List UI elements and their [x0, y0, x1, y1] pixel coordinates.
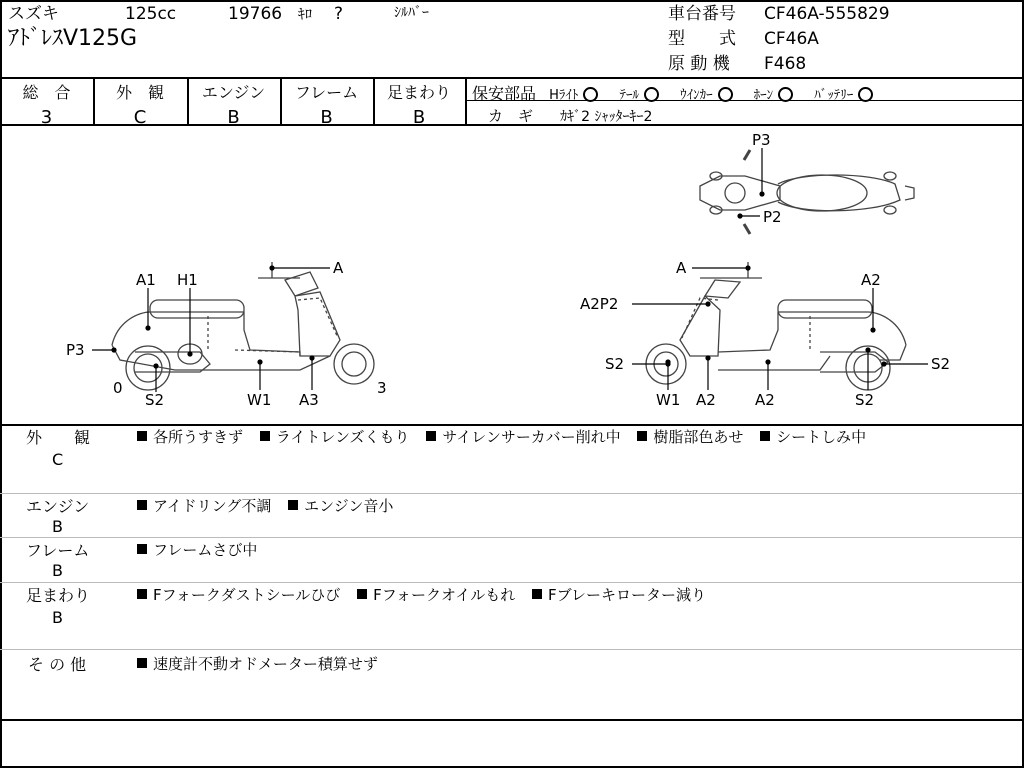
- grade-suspension-value: B: [412, 107, 426, 128]
- mileage-unit: ｷﾛ: [298, 7, 312, 23]
- right-label-s2-right: S2: [931, 355, 951, 373]
- maker: スズキ: [8, 4, 59, 24]
- grade-suspension-label: 足まわり: [386, 83, 451, 102]
- color: ｼﾙﾊﾞｰ: [394, 5, 429, 21]
- key-value: ｶｷﾞ2 ｼｬｯﾀｰｷｰ2: [560, 109, 653, 125]
- note-category: 外 観: [26, 428, 91, 447]
- scooter-top-drawing: [700, 150, 914, 234]
- safety-item: [814, 88, 873, 103]
- scooter-diagram: [0, 126, 1022, 424]
- grade-overall: [0, 80, 93, 128]
- ok-circle-icon: [778, 87, 793, 102]
- divider: [0, 649, 1022, 650]
- right-label-a2p2: A2P2: [580, 295, 619, 313]
- divider: [0, 582, 1022, 583]
- divider: [0, 77, 1024, 79]
- model-name: ｱﾄﾞﾚｽV125G: [8, 26, 138, 51]
- note-items: [137, 430, 878, 445]
- bullet-square-icon: [637, 431, 647, 441]
- note-item: シートしみ中: [760, 428, 866, 446]
- note-category: エンジン: [26, 497, 90, 516]
- bullet-square-icon: [137, 431, 147, 441]
- ok-circle-icon: [858, 87, 873, 102]
- divider: [0, 719, 1024, 721]
- left-label-zero: 0: [113, 379, 123, 397]
- note-category: 足まわり: [26, 586, 91, 605]
- type-label: 型 式: [668, 29, 736, 49]
- grade-overall-label: 総 合: [22, 83, 71, 102]
- grade-suspension: [373, 80, 465, 128]
- bullet-square-icon: [137, 658, 147, 668]
- safety-item-label: ﾃｰﾙ: [619, 88, 639, 103]
- safety-label: 保安部品: [472, 84, 537, 103]
- right-label-s2-bottom: S2: [855, 391, 875, 409]
- note-item: アイドリング不調: [137, 497, 271, 515]
- note-item: 速度計不動オドメーター積算せず: [137, 655, 378, 673]
- safety-item-label: Hﾗｲﾄ: [549, 88, 579, 103]
- note-grade: B: [52, 517, 63, 536]
- note-item: Fフォークダストシールひび: [137, 586, 340, 604]
- bullet-square-icon: [357, 589, 367, 599]
- note-items: [137, 588, 718, 603]
- top-label-p2: P2: [763, 208, 782, 226]
- grade-frame-value: B: [320, 107, 333, 128]
- divider: [0, 424, 1024, 426]
- engine-label: 原 動 機: [668, 54, 730, 74]
- left-label-three: 3: [377, 379, 387, 397]
- right-label-w1: W1: [656, 391, 681, 409]
- grade-engine: [187, 80, 280, 128]
- safety-item-label: ｳｲﾝｶｰ: [680, 88, 713, 103]
- grade-engine-label: エンジン: [201, 83, 266, 102]
- grade-frame-label: フレーム: [294, 83, 359, 102]
- safety-row: [472, 81, 873, 104]
- grade-frame: [280, 80, 373, 128]
- bullet-square-icon: [532, 589, 542, 599]
- grade-engine-value: B: [227, 107, 240, 128]
- note-item: 各所うすきず: [137, 428, 243, 446]
- note-grade: B: [52, 561, 63, 580]
- grade-overall-value: 3: [40, 107, 53, 128]
- bullet-square-icon: [288, 500, 298, 510]
- note-item: サイレンサーカバー削れ中: [426, 428, 620, 446]
- displacement: 125cc: [125, 4, 177, 24]
- engine-value: F468: [764, 54, 807, 74]
- bullet-square-icon: [137, 589, 147, 599]
- safety-item-label: ﾎｰﾝ: [753, 88, 774, 103]
- safety-item: [549, 88, 598, 103]
- note-items: [137, 657, 390, 672]
- ok-circle-icon: [718, 87, 733, 102]
- right-label-a2-top: A2: [861, 271, 881, 289]
- left-label-h1: H1: [177, 271, 198, 289]
- safety-item: [619, 88, 659, 103]
- right-label-a: A: [676, 259, 687, 277]
- note-grade: B: [52, 608, 63, 627]
- note-item: Fブレーキローター減り: [532, 586, 706, 604]
- grade-exterior-label: 外 観: [115, 83, 164, 102]
- left-label-a1: A1: [136, 271, 156, 289]
- bullet-square-icon: [137, 500, 147, 510]
- safety-item: [754, 88, 794, 103]
- ok-circle-icon: [644, 87, 659, 102]
- divider: [0, 537, 1022, 538]
- note-grade: C: [52, 450, 64, 469]
- grade-exterior: [93, 80, 187, 128]
- bullet-square-icon: [260, 431, 270, 441]
- frame-number-label: 車台番号: [668, 4, 736, 24]
- note-item: Fフォークオイルもれ: [357, 586, 515, 604]
- bullet-square-icon: [137, 544, 147, 554]
- divider: [0, 493, 1022, 494]
- key-row: [488, 105, 652, 126]
- divider: [465, 77, 467, 125]
- left-label-w1: W1: [247, 391, 272, 409]
- note-item: 樹脂部色あせ: [637, 428, 743, 446]
- bullet-square-icon: [760, 431, 770, 441]
- note-items: [137, 499, 405, 514]
- key-label: カ ギ: [488, 107, 534, 125]
- safety-item-label: ﾊﾞｯﾃﾘｰ: [814, 88, 854, 103]
- right-label-a2-bottom-1: A2: [696, 391, 716, 409]
- frame-number: CF46A-555829: [764, 4, 890, 24]
- note-category: そ の 他: [28, 655, 87, 674]
- note-item: エンジン音小: [288, 497, 393, 515]
- left-label-s2: S2: [145, 391, 165, 409]
- mileage-flag: ?: [334, 4, 344, 24]
- top-label-p3: P3: [752, 131, 771, 149]
- note-item: ライトレンズくもり: [260, 428, 410, 446]
- left-label-a: A: [333, 259, 344, 277]
- mileage: 19766: [228, 4, 283, 24]
- note-category: フレーム: [26, 541, 90, 560]
- left-label-a3: A3: [299, 391, 319, 409]
- safety-item: [680, 88, 733, 103]
- right-label-s2-left: S2: [605, 355, 625, 373]
- right-label-a2-bottom-2: A2: [755, 391, 775, 409]
- note-items: [137, 543, 269, 558]
- ok-circle-icon: [583, 87, 598, 102]
- left-label-p3: P3: [66, 341, 85, 359]
- note-item: フレームさび中: [137, 541, 257, 559]
- grade-exterior-value: C: [133, 107, 147, 128]
- type-value: CF46A: [764, 29, 819, 49]
- bullet-square-icon: [426, 431, 436, 441]
